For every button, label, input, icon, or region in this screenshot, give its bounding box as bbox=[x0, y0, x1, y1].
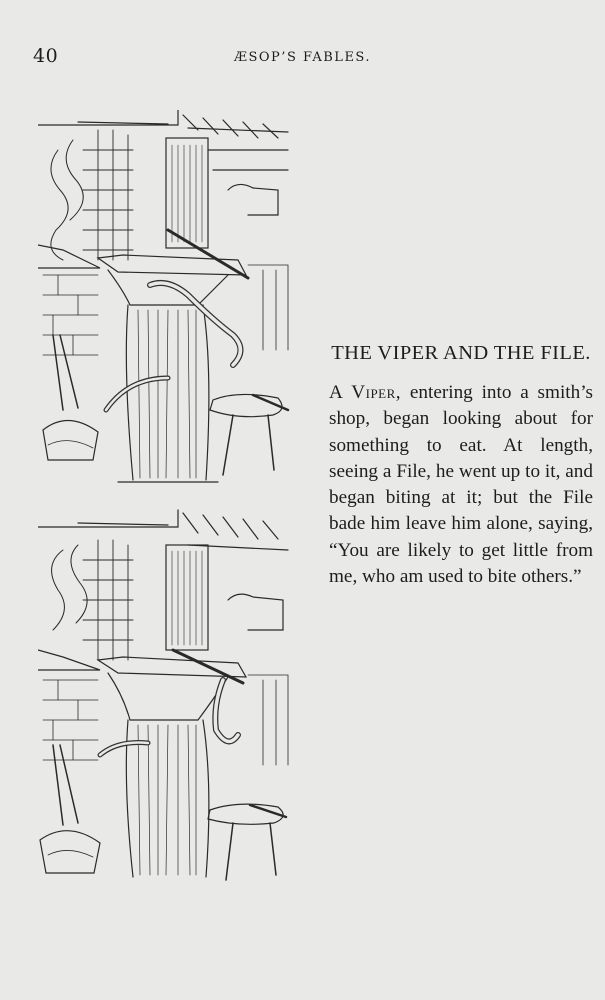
fable-body-text: entering into a smith’s shop, began looking about for something to eat. At length, seeing a File, he went up to it, and began biting at it; but the File bade him leave him alone, saying, “You are likely to get little from me, who am used to bite others.” bbox=[329, 382, 593, 588]
illustration-bottom bbox=[38, 505, 293, 885]
fable-lead-word: A Viper, bbox=[329, 382, 402, 403]
illustration-top bbox=[38, 110, 293, 490]
engraving-viper-anvil-icon bbox=[38, 110, 293, 490]
page-number: 40 bbox=[33, 45, 59, 67]
fable-body bbox=[329, 380, 593, 590]
engraving-viper-anvil-icon bbox=[38, 505, 293, 885]
running-head: ÆSOP’S FABLES. bbox=[233, 50, 372, 65]
fable-title: THE VIPER AND THE FILE. bbox=[331, 342, 591, 364]
fable-block bbox=[329, 340, 593, 590]
